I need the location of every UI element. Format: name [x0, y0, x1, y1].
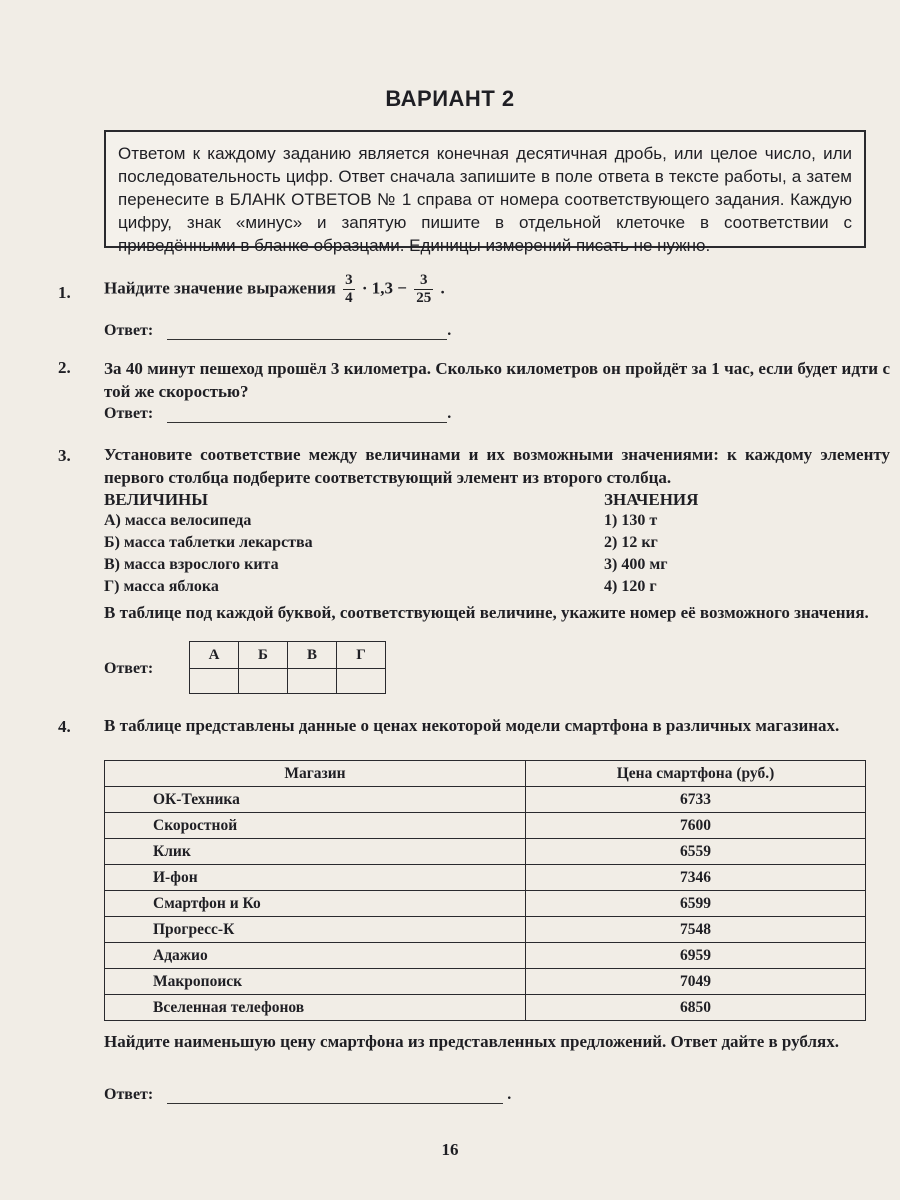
q3-left-header: ВЕЛИЧИНЫ	[104, 490, 208, 509]
q3-right-item-4: 4) 120 г	[604, 578, 657, 595]
q1-fraction-2	[414, 272, 433, 307]
q3-answer-table	[189, 641, 386, 694]
shop-cell: Прогресс-К	[105, 917, 526, 943]
price-cell: 7346	[526, 865, 866, 891]
q4-answer-field[interactable]	[167, 1087, 503, 1104]
q1-answer-row: Ответ: .	[104, 322, 452, 339]
q3-right-item-1: 1) 130 т	[604, 512, 658, 529]
table-row	[105, 787, 866, 813]
table-row	[105, 813, 866, 839]
table-row	[105, 943, 866, 969]
q3-answer-cell-g[interactable]	[337, 669, 386, 694]
q3-text: Установите соответствие между величинами и их возможными значениями: к каждому элементу первого столбца подберите соответствующий элемент из второго столбца.	[104, 445, 890, 487]
q4-answer-row: Ответ: .	[104, 1086, 512, 1103]
page-number: 16	[441, 1140, 459, 1159]
shop-cell: ОК-Техника	[105, 787, 526, 813]
shop-cell: Клик	[105, 839, 526, 865]
q2-answer-row: Ответ: .	[104, 405, 452, 422]
q3-left-item-v: В) масса взрослого кита	[104, 556, 279, 573]
instructions-box: Ответом к каждому заданию является конечная десятичная дробь, или целое число, или последовательность цифр. Ответ сначала запишите в поле ответа в тексте работы, а затем перенесите в БЛАНК ОТВЕТОВ № 1 справа от номера соответствующего задания. Каждую цифру, знак «минус» и запятую пишите в отдельной клеточке в соответствии с приведёнными в бланке образцами. Единицы измерений писать не нужно.	[104, 130, 866, 248]
q3-left-item-g: Г) масса яблока	[104, 578, 219, 595]
price-table-header-shop: Магазин	[105, 761, 526, 787]
shop-cell: Смартфон и Ко	[105, 891, 526, 917]
q3-right-item-3: 3) 400 мг	[604, 556, 668, 573]
q1-answer-field[interactable]	[167, 323, 447, 340]
variant-title: ВАРИАНТ 2	[385, 86, 515, 111]
q3-instruction: В таблице под каждой буквой, соответствующей величине, укажите номер её возможного значения.	[104, 603, 869, 622]
q1-prompt: Найдите значение выражения	[104, 278, 336, 298]
q3-answer-cell-b[interactable]	[239, 669, 288, 694]
shop-cell: Вселенная телефонов	[105, 995, 526, 1021]
q1-frac1-numerator: 3	[345, 272, 353, 288]
q1-answer-label: Ответ:	[104, 322, 154, 339]
q4-text: В таблице представлены данные о ценах некоторой модели смартфона в различных магазинах.	[104, 716, 840, 735]
q2-answer-field[interactable]	[167, 406, 447, 423]
price-table-header-price: Цена смартфона (руб.)	[526, 761, 866, 787]
q3-right-header: ЗНАЧЕНИЯ	[604, 490, 699, 509]
table-row	[105, 995, 866, 1021]
shop-cell: Макропоиск	[105, 969, 526, 995]
q2-text: За 40 минут пешеход прошёл 3 километра. Сколько километров он пройдёт за 1 час, если будет идти с той же скоростью?	[104, 359, 890, 401]
q3-letter-b: Б	[239, 642, 288, 669]
q3-letter-v: В	[288, 642, 337, 669]
q2-number: 2.	[58, 358, 71, 377]
price-cell: 6959	[526, 943, 866, 969]
price-cell: 7049	[526, 969, 866, 995]
q1-end: .	[440, 278, 445, 298]
table-row	[105, 969, 866, 995]
q4-answer-label: Ответ:	[104, 1086, 154, 1103]
q1-fraction-1	[343, 272, 355, 307]
q4-question: Найдите наименьшую цену смартфона из представленных предложений. Ответ дайте в рублях.	[104, 1032, 839, 1051]
q3-right-item-2: 2) 12 кг	[604, 534, 658, 551]
q3-answer-cell-a[interactable]	[190, 669, 239, 694]
price-cell: 7548	[526, 917, 866, 943]
q3-number: 3.	[58, 446, 71, 465]
shop-cell: Скоростной	[105, 813, 526, 839]
price-cell: 6733	[526, 787, 866, 813]
q3-left-item-b: Б) масса таблетки лекарства	[104, 534, 313, 551]
q3-letter-g: Г	[337, 642, 386, 669]
price-cell: 6850	[526, 995, 866, 1021]
price-cell: 6599	[526, 891, 866, 917]
table-row	[105, 891, 866, 917]
shop-cell: И-фон	[105, 865, 526, 891]
q3-answer-label: Ответ:	[104, 660, 154, 677]
table-row	[105, 865, 866, 891]
q1-number: 1.	[58, 283, 71, 302]
q1-text	[104, 272, 704, 307]
table-row	[105, 917, 866, 943]
q1-frac1-denominator: 4	[345, 290, 353, 306]
q3-letter-a: А	[190, 642, 239, 669]
price-table	[104, 760, 866, 1021]
q1-frac2-denominator: 25	[416, 290, 432, 306]
q3-answer-cell-v[interactable]	[288, 669, 337, 694]
table-row	[105, 839, 866, 865]
price-cell: 6559	[526, 839, 866, 865]
q4-number: 4.	[58, 717, 71, 736]
shop-cell: Адажио	[105, 943, 526, 969]
price-cell: 7600	[526, 813, 866, 839]
q2-answer-label: Ответ:	[104, 405, 154, 422]
q3-left-item-a: А) масса велосипеда	[104, 512, 252, 529]
q1-operator: · 1,3 −	[361, 278, 407, 298]
q1-frac2-numerator: 3	[414, 272, 433, 290]
